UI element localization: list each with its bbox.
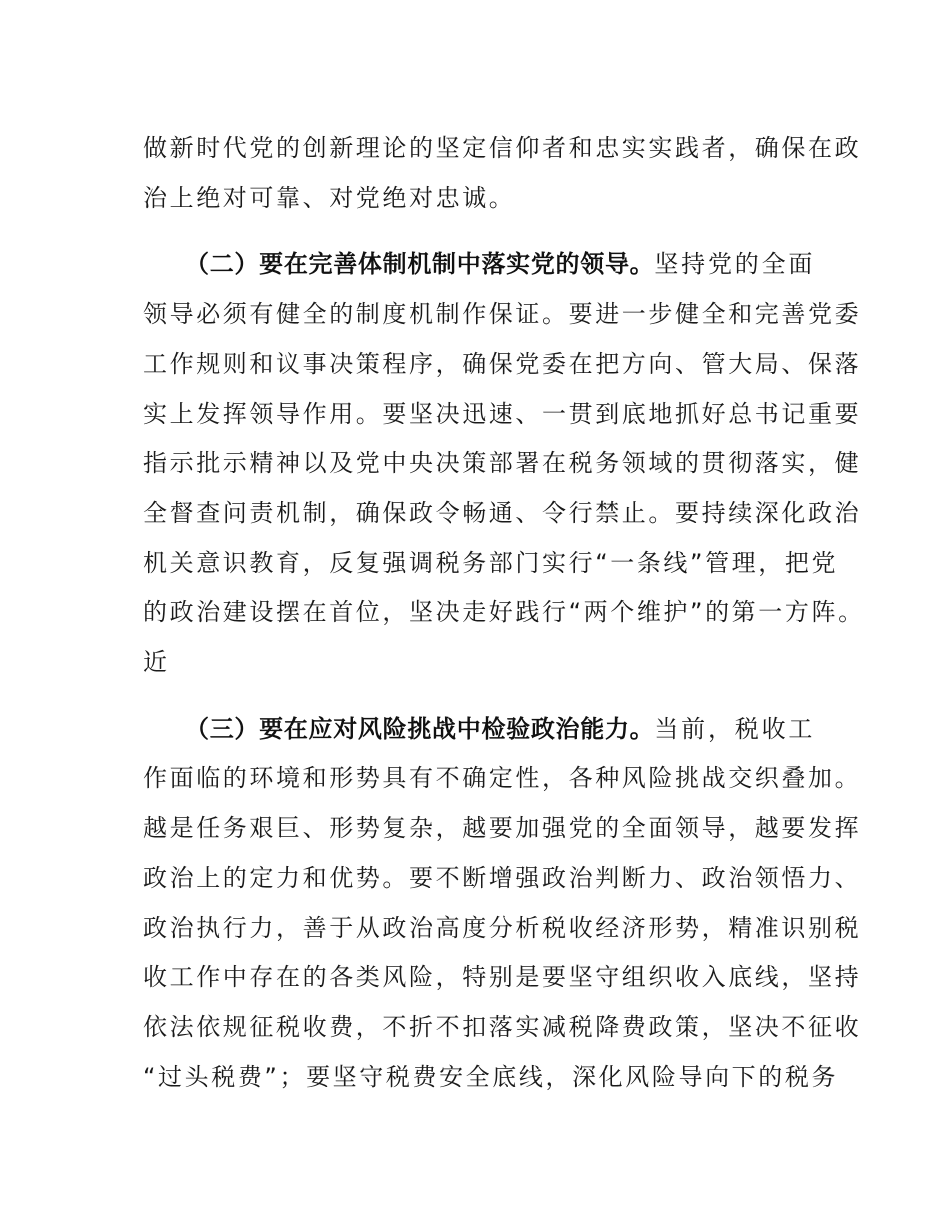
- text-run: 当前，税收工: [654, 714, 815, 743]
- text-line: 依法依规征税收费，不折不扣落实减税降费政策，坚决不征收: [143, 1012, 862, 1041]
- section-heading-3: （三）要在应对风险挑战中检验政治能力。: [185, 714, 655, 743]
- text-line: 越是任务艰巨、形势复杂，越要加强党的全面领导，越要发挥: [143, 814, 862, 843]
- text-line: 领导必须有健全的制度机制作保证。要进一步健全和完善党委: [143, 300, 862, 329]
- text-line: “过头税费”；要坚守税费安全底线，深化风险导向下的税务: [143, 1062, 839, 1091]
- text-line: 近: [143, 648, 170, 677]
- paragraph-2: [143, 240, 865, 687]
- text-run: 坚持党的全面: [654, 250, 815, 279]
- text-line: 全督查问责机制，确保政令畅通、令行禁止。要持续深化政治: [143, 498, 862, 527]
- text-line: 政治执行力，善于从政治高度分析税收经济形势，精准识别税: [143, 913, 862, 942]
- text-line: 实上发挥领导作用。要坚决迅速、一贯到底地抓好总书记重要: [143, 399, 862, 428]
- text-line: 的政治建设摆在首位，坚决走好践行“两个维护”的第一方阵。: [143, 598, 865, 627]
- text-line: 工作规则和议事决策程序，确保党委在把方向、管大局、保落: [143, 349, 862, 378]
- document-page: [143, 124, 865, 1102]
- paragraph-1: [143, 124, 862, 223]
- text-line: 收工作中存在的各类风险，特别是要坚守组织收入底线，坚持: [143, 963, 862, 992]
- text-line: [143, 705, 815, 755]
- paragraph-3: [143, 705, 862, 1103]
- text-line: 机关意识教育，反复强调税务部门实行“一条线”管理，把党: [143, 548, 839, 577]
- section-heading-2: （二）要在完善体制机制中落实党的领导。: [185, 250, 655, 279]
- text-line: 治上绝对可靠、对党绝对忠诚。: [143, 183, 516, 212]
- text-line: 做新时代党的创新理论的坚定信仰者和忠实实践者，确保在政: [143, 134, 862, 162]
- text-line: 政治上的定力和优势。要不断增强政治判断力、政治领悟力、: [143, 863, 862, 892]
- text-line: 指示批示精神以及党中央决策部署在税务领域的贯彻落实，健: [143, 449, 862, 478]
- text-line: [143, 240, 815, 290]
- text-line: 作面临的环境和形势具有不确定性，各种风险挑战交织叠加。: [143, 764, 862, 793]
